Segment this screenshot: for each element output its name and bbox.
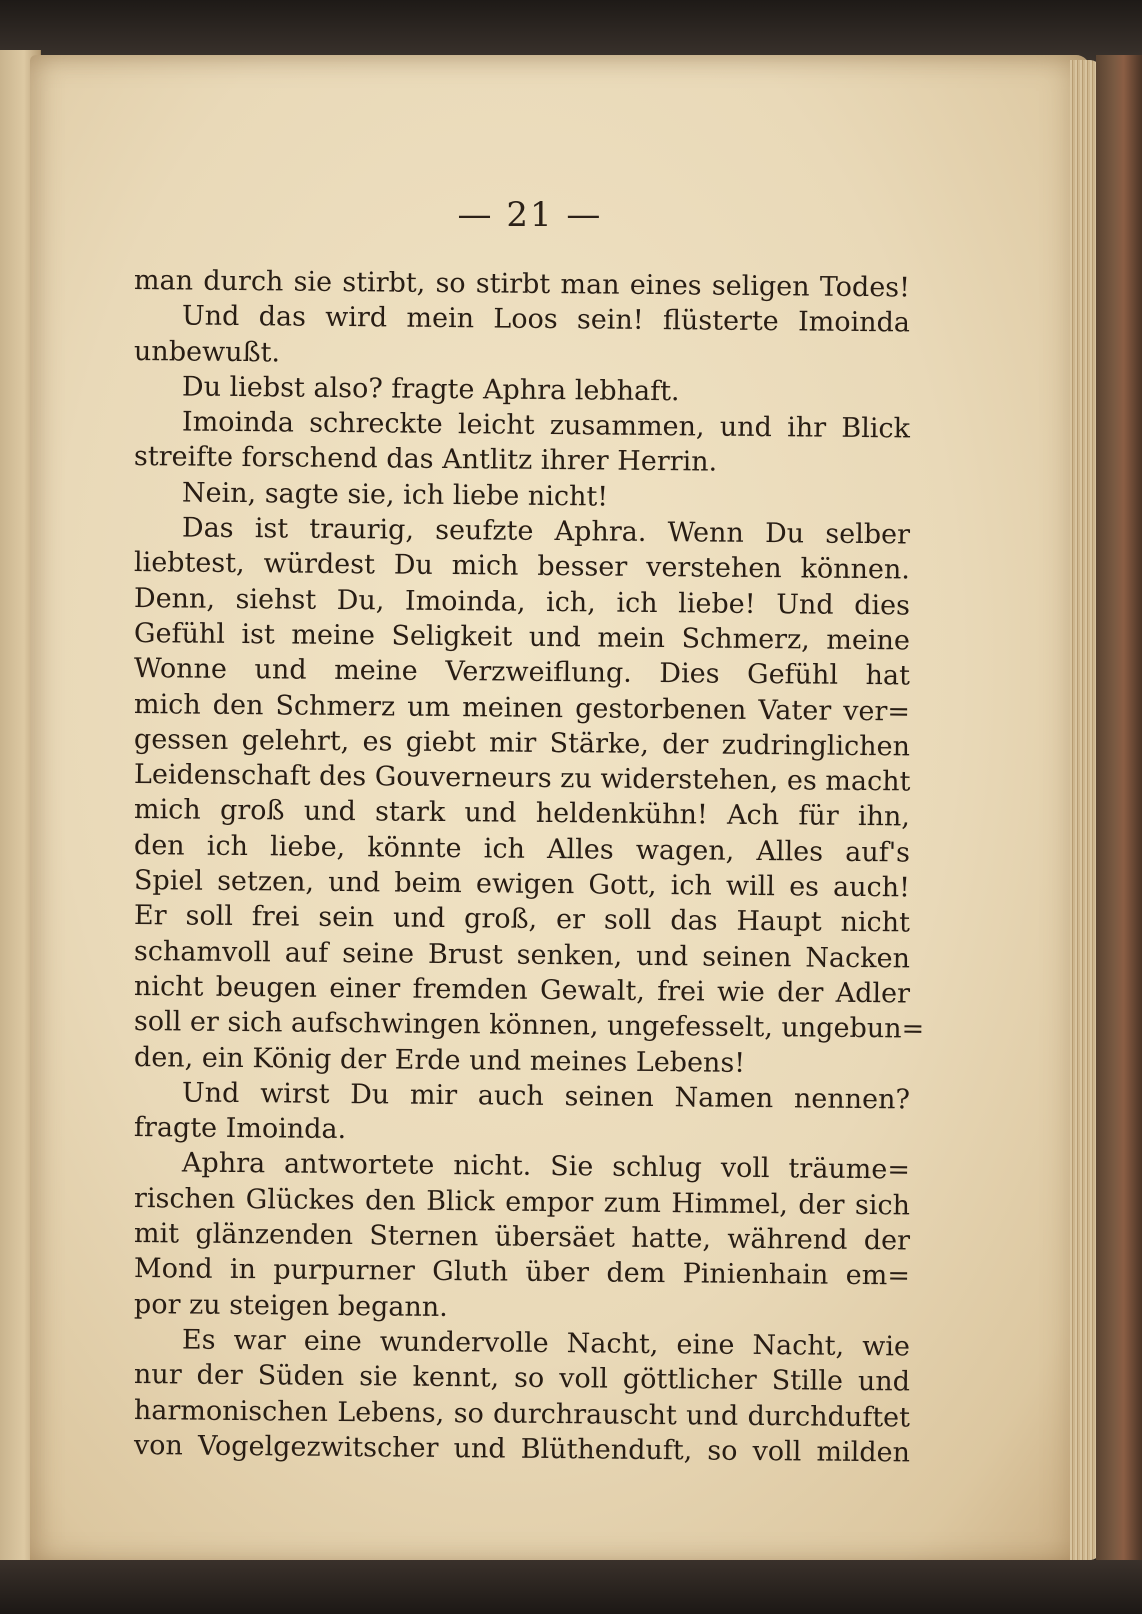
- text-line: schamvoll auf seine Brust senken, und seinen Nacken: [133, 935, 911, 975]
- text-line: Imoinda schreckte leicht zusammen, und ihr Blick: [181, 406, 911, 445]
- text-line: mit glänzenden Sternen übersäet hatte, während der: [133, 1218, 911, 1257]
- text-line: streifte forschend das Antlitz ihrer Herrin.: [133, 441, 718, 479]
- text-line: Er soll frei sein und groß, er soll das Haupt nicht: [133, 900, 911, 939]
- text-line: den, ein König der Erde und meines Lebens!: [133, 1041, 746, 1079]
- text-line: Das ist traurig, seufzte Aphra. Wenn Du selber: [181, 512, 911, 551]
- text-line: Mond in purpurner Gluth über dem Pinienhain em=: [133, 1253, 911, 1292]
- text-line: Und wirst Du mir auch seinen Namen nennen?: [181, 1077, 911, 1116]
- text-line: Aphra antwortete nicht. Sie schlug voll träume=: [181, 1147, 911, 1186]
- text-line: harmonischen Lebens, so durchrauscht und durchduftet: [133, 1394, 911, 1433]
- book-page: [30, 55, 1090, 1565]
- text-line: von Vogelgezwitscher und Blüthenduft, so voll milden: [133, 1429, 911, 1469]
- text-line: Spiel setzen, und beim ewigen Gott, ich will es auch!: [133, 865, 911, 904]
- scan-top-border: [0, 0, 1142, 62]
- text-line: Denn, siehst Du, Imoinda, ich, ich liebe! Und dies: [133, 582, 911, 622]
- text-line: gessen gelehrt, es giebt mir Stärke, der zudringlichen: [133, 723, 911, 763]
- page-number: — 21 —: [457, 195, 603, 235]
- text-line: Gefühl ist meine Seligkeit und mein Schmerz, meine: [133, 617, 911, 657]
- book-cover-edge: [1096, 55, 1142, 1565]
- scan-bottom-border: [0, 1560, 1142, 1614]
- text-line: Du liebst also? fragte Aphra lebhaft.: [181, 371, 680, 408]
- text-line: nur der Süden sie kennt, so voll göttlicher Stille und: [133, 1359, 911, 1398]
- text-line: fragte Imoinda.: [133, 1112, 347, 1146]
- text-line: den ich liebe, könnte ich Alles wagen, Alles auf's: [133, 829, 911, 869]
- text-line: man durch sie stirbt, so stirbt man eines seligen Todes!: [133, 265, 911, 304]
- text-line: Es war eine wundervolle Nacht, eine Nacht, wie: [181, 1324, 911, 1363]
- text-line: soll er sich aufschwingen können, ungefesselt, ungebun=: [133, 1006, 925, 1045]
- text-line: Leidenschaft des Gouverneurs zu widerstehen, es macht: [133, 759, 911, 798]
- text-line: liebtest, würdest Du mich besser verstehen können.: [133, 547, 911, 586]
- body-text: [133, 263, 925, 1469]
- text-line: Und das wird mein Loos sein! flüsterte Imoinda: [181, 300, 911, 339]
- text-line: Nein, sagte sie, ich liebe nicht!: [181, 477, 609, 513]
- text-line: mich groß und stark und heldenkühn! Ach für ihn,: [133, 794, 911, 833]
- text-line: Wonne und meine Verzweiflung. Dies Gefühl hat: [133, 653, 911, 692]
- text-line: nicht beugen einer fremden Gewalt, frei wie der Adler: [133, 970, 911, 1010]
- text-line: unbewußt.: [133, 335, 281, 368]
- text-line: mich den Schmerz um meinen gestorbenen Vater ver=: [133, 688, 911, 728]
- text-line: por zu steigen begann.: [133, 1288, 448, 1323]
- text-line: rischen Glückes den Blick empor zum Himmel, der sich: [133, 1182, 911, 1222]
